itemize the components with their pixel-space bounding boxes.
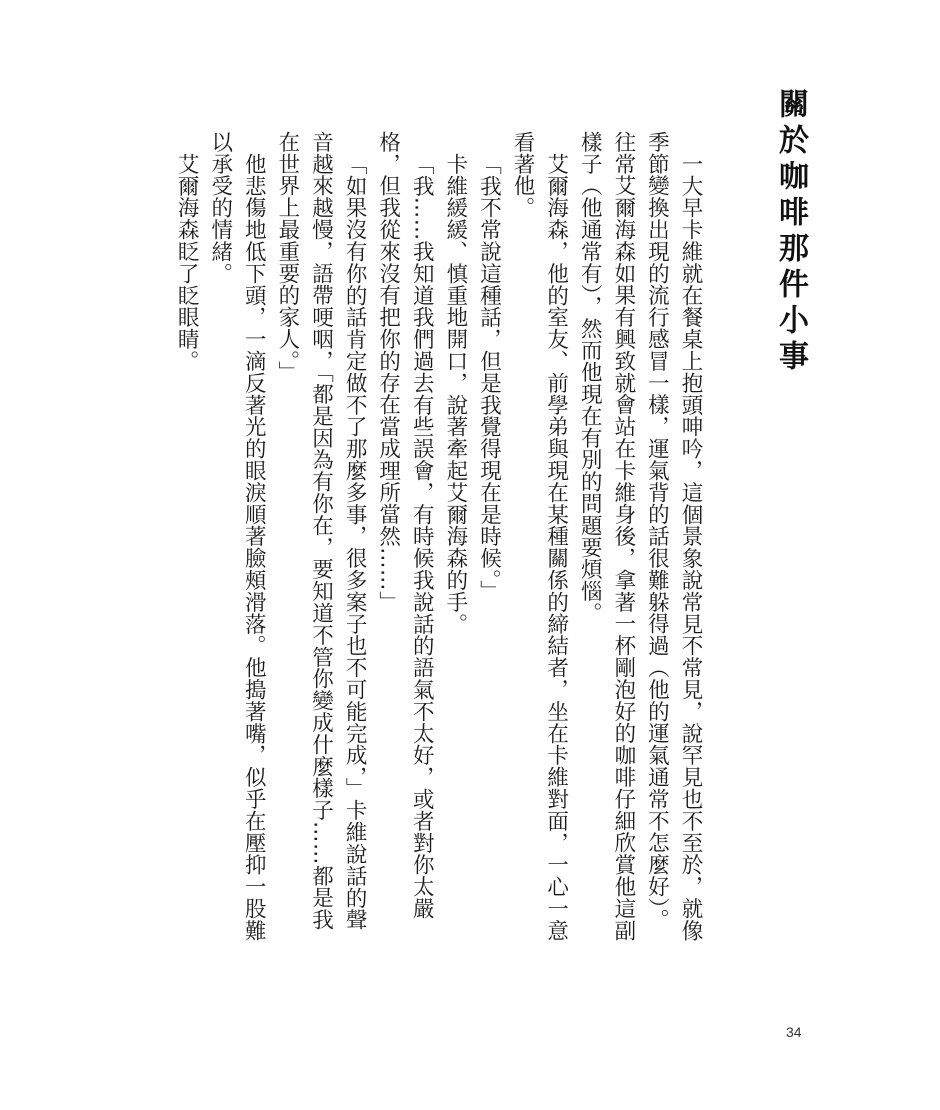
- body-text: [170, 131, 708, 951]
- paragraph: 一大早卡維就在餐桌上抱頭呻吟，這個景象說常見不常見，說罕見也不至於，就像季節變換出現的流行感冒一樣，運氣背的話很難躲得過（他的運氣通常不怎麼好）。往常艾爾海森如果有興致就會站在卡維身後，拿著一杯剛泡好的咖啡仔細欣賞他這副樣子（他通常有），然而他現在有別的問題要煩惱。: [577, 131, 703, 942]
- paragraph: 「如果沒有你的話肯定做不了那麼多事，很多案子也不可能完成，」卡維說話的聲音越來越慢，語帶哽咽，「都是因為有你在，要知道不管你變成什麼樣子……都是我在世界上最重要的家人。」: [274, 131, 368, 931]
- paragraph: 「我不常說這種話，但是我覺得現在是時候。」: [476, 152, 502, 602]
- paragraph: 卡維緩緩、慎重地開口，說著牽起艾爾海森的手。: [442, 152, 468, 635]
- paragraph: 艾爾海森眨了眨眼睛。: [174, 152, 200, 372]
- chapter-title: 關於咖啡那件小事: [773, 88, 808, 376]
- paragraph: 「我……我知道我們過去有些誤會，有時候我說話的語氣不太好，或者對你太嚴格，但我從來沒有把你的存在當成理所當然……」: [375, 131, 435, 919]
- paragraph: 艾爾海森，他的室友、前學弟與現在某種關係的締結者，坐在卡維對面，一心一意看著他。: [510, 131, 569, 941]
- page-number: 34: [786, 1024, 802, 1040]
- paragraph: 他悲傷地低下頭，一滴反著光的眼淚順著臉頰滑落。他搗著嘴，似乎在壓抑一股難以承受的情緒。: [207, 131, 267, 941]
